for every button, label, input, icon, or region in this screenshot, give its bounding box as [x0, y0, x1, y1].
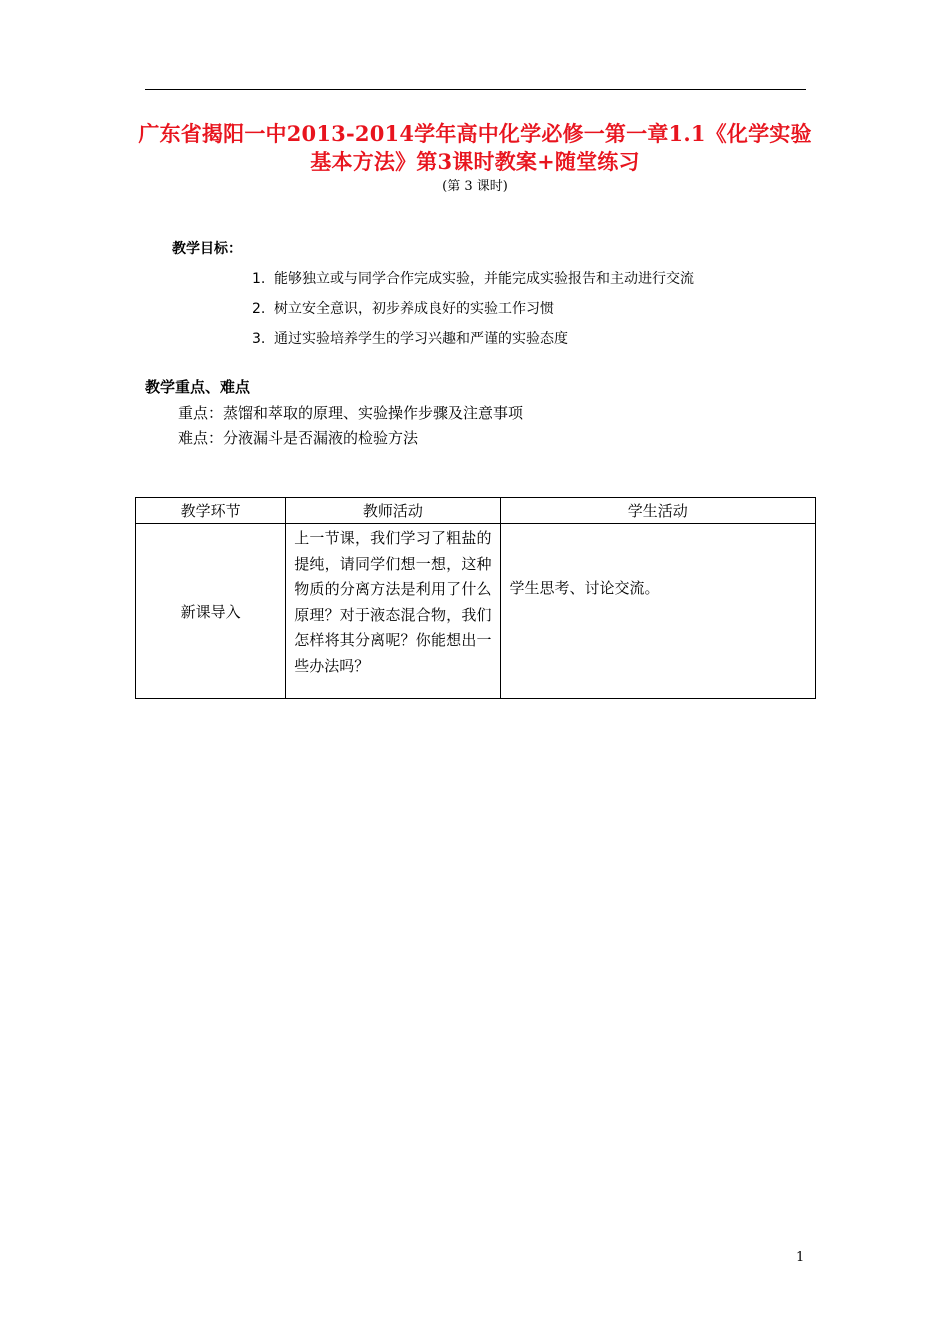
goal-text: 能够独立或与同学合作完成实验，并能完成实验报告和主动进行交流 [274, 271, 694, 287]
goal-number: 1. [252, 271, 266, 287]
column-header-stage: 教学环节 [136, 498, 286, 524]
key-point-focus: 重点：蒸馏和萃取的原理、实验操作步骤及注意事项 [178, 404, 524, 422]
header-rule [145, 89, 806, 90]
goal-item [252, 268, 694, 288]
cell-stage: 新课导入 [136, 524, 286, 699]
goal-text: 通过实验培养学生的学习兴趣和严谨的实验态度 [274, 331, 568, 347]
column-header-student: 学生活动 [500, 498, 815, 524]
lesson-plan-table [135, 497, 816, 699]
column-header-teacher: 教师活动 [286, 498, 500, 524]
goal-text: 树立安全意识，初步养成良好的实验工作习惯 [274, 301, 554, 317]
table-row [136, 524, 816, 699]
goal-item [252, 298, 554, 318]
goal-number: 2. [252, 301, 266, 317]
goal-item [252, 328, 568, 348]
document-subtitle: (第 3 课时) [442, 179, 508, 194]
cell-teacher-activity: 上一节课，我们学习了粗盐的提纯，请同学们想一想，这种物质的分离方法是利用了什么原理？对于液态混合物，我们怎样将其分离呢？你能想出一些办法吗？ [286, 524, 500, 699]
goal-number: 3. [252, 331, 266, 347]
goals-heading: 教学目标： [172, 241, 242, 257]
document-title: 广东省揭阳一中2013-2014学年高中化学必修一第一章1.1《化学实验基本方法》第3课时教案+随堂练习 [138, 121, 812, 174]
cell-student-activity: 学生思考、讨论交流。 [500, 524, 815, 699]
table-header-row [136, 498, 816, 524]
key-point-difficulty: 难点：分液漏斗是否漏液的检验方法 [178, 429, 419, 447]
page-number: 1 [796, 1250, 805, 1265]
key-points-heading: 教学重点、难点 [145, 378, 251, 396]
